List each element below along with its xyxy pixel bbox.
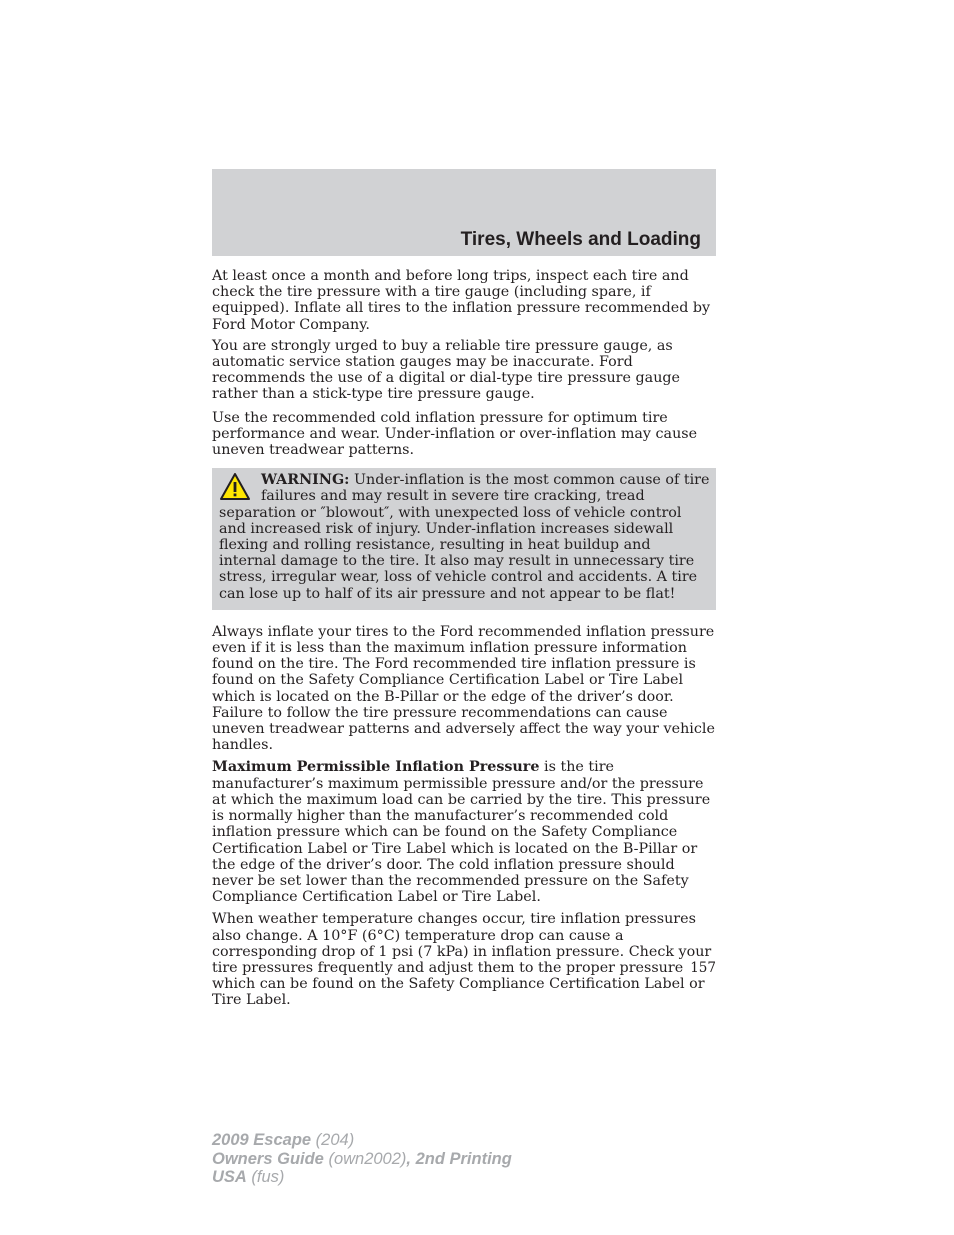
warning-label: WARNING:: [261, 472, 350, 489]
footer-model-code: (204): [311, 1131, 355, 1149]
term-max-permissible-pressure: Maximum Permissible Inflation Pressure: [212, 759, 540, 776]
page-number: 157: [690, 960, 716, 976]
footer-line-model: [212, 1131, 512, 1150]
footer-line-guide: [212, 1150, 512, 1169]
warning-triangle-icon: [219, 472, 251, 502]
footer-market-code: (fus): [246, 1168, 285, 1186]
paragraph-pressure-gauge: You are strongly urged to buy a reliable tire pressure gauge, as automatic service station gauges may be inaccurate. Ford recommends the use of a digital or dial-type tire pressure gauge rather than a stick-type tire pressure gauge.: [212, 337, 681, 403]
footer-printing: , 2nd Printing: [406, 1149, 512, 1168]
warning-body: Under-inflation is the most common cause of tire failures and may result in severe tire cracking, tread separation or ″blowout″, with unexpected loss of vehicle control and increased risk of injury. Under-inflation increases sidewall flexing and rolling resistance, resulting in heat buildup and internal damage to the tire. It also may result in unnecessary tire stress, irregular wear, loss of vehicle control and accidents. A tire can lose up to half of its air pressure and not appear to be flat!: [219, 472, 710, 602]
paragraph-max-permissible: [212, 759, 716, 905]
max-permissible-definition: is the tire manufacturer’s maximum permissible pressure and/or the pressure at which the maximum load can be carried by the tire. This pressure is normally higher than the manufacturer’s recommended cold inflation pressure which can be found on the Safety Compliance Certification Label or Tire Label which is located on the B-Pillar or the edge of the driver’s door. The cold inflation pressure should never be set lower than the recommended pressure on the Safety Compliance Certification Label or Tire Label.: [212, 759, 711, 906]
footer-market: USA: [212, 1168, 247, 1186]
footer-line-market: [212, 1168, 512, 1187]
footer-model: 2009 Escape: [212, 1131, 312, 1149]
paragraph-cold-inflation: Use the recommended cold inflation pressure for optimum tire performance and wear. Under-inflation or over-inflation may cause uneven treadwear patterns.: [212, 409, 698, 459]
section-header-band: [212, 169, 716, 256]
page-content: [212, 268, 716, 1009]
paragraph-temperature: When weather temperature changes occur, tire inflation pressures also change. A 10°F (6°C) temperature drop can cause a corresponding drop of 1 psi (7 kPa) in inflation pressure. Check your tire pressures frequently and adjust them to the proper pressure which can be found on the Safety Compliance Certification Label or Tire Label.: [212, 911, 712, 1009]
warning-text: [219, 472, 710, 602]
document-footer: [212, 1131, 512, 1187]
warning-box: [212, 468, 716, 610]
section-title: Tires, Wheels and Loading: [460, 229, 701, 250]
footer-guide-code: (own2002): [323, 1149, 407, 1168]
paragraph-always-inflate: Always inflate your tires to the Ford recommended inflation pressure even if it is less than the maximum inflation pressure information found on the tire. The Ford recommended tire inflation pressure is found on the Safety Compliance Certification Label or Tire Label which is located on the B-Pillar or the edge of the driver’s door. Failure to follow the tire pressure recommendations can cause uneven treadwear patterns and adversely affect the way your vehicle handles.: [212, 623, 715, 754]
paragraph-inspect-monthly: At least once a month and before long trips, inspect each tire and check the tire pressure with a tire gauge (including spare, if equipped). Inflate all tires to the inflation pressure recommended by Ford Motor Company.: [212, 268, 711, 333]
footer-guide: Owners Guide: [212, 1149, 324, 1168]
